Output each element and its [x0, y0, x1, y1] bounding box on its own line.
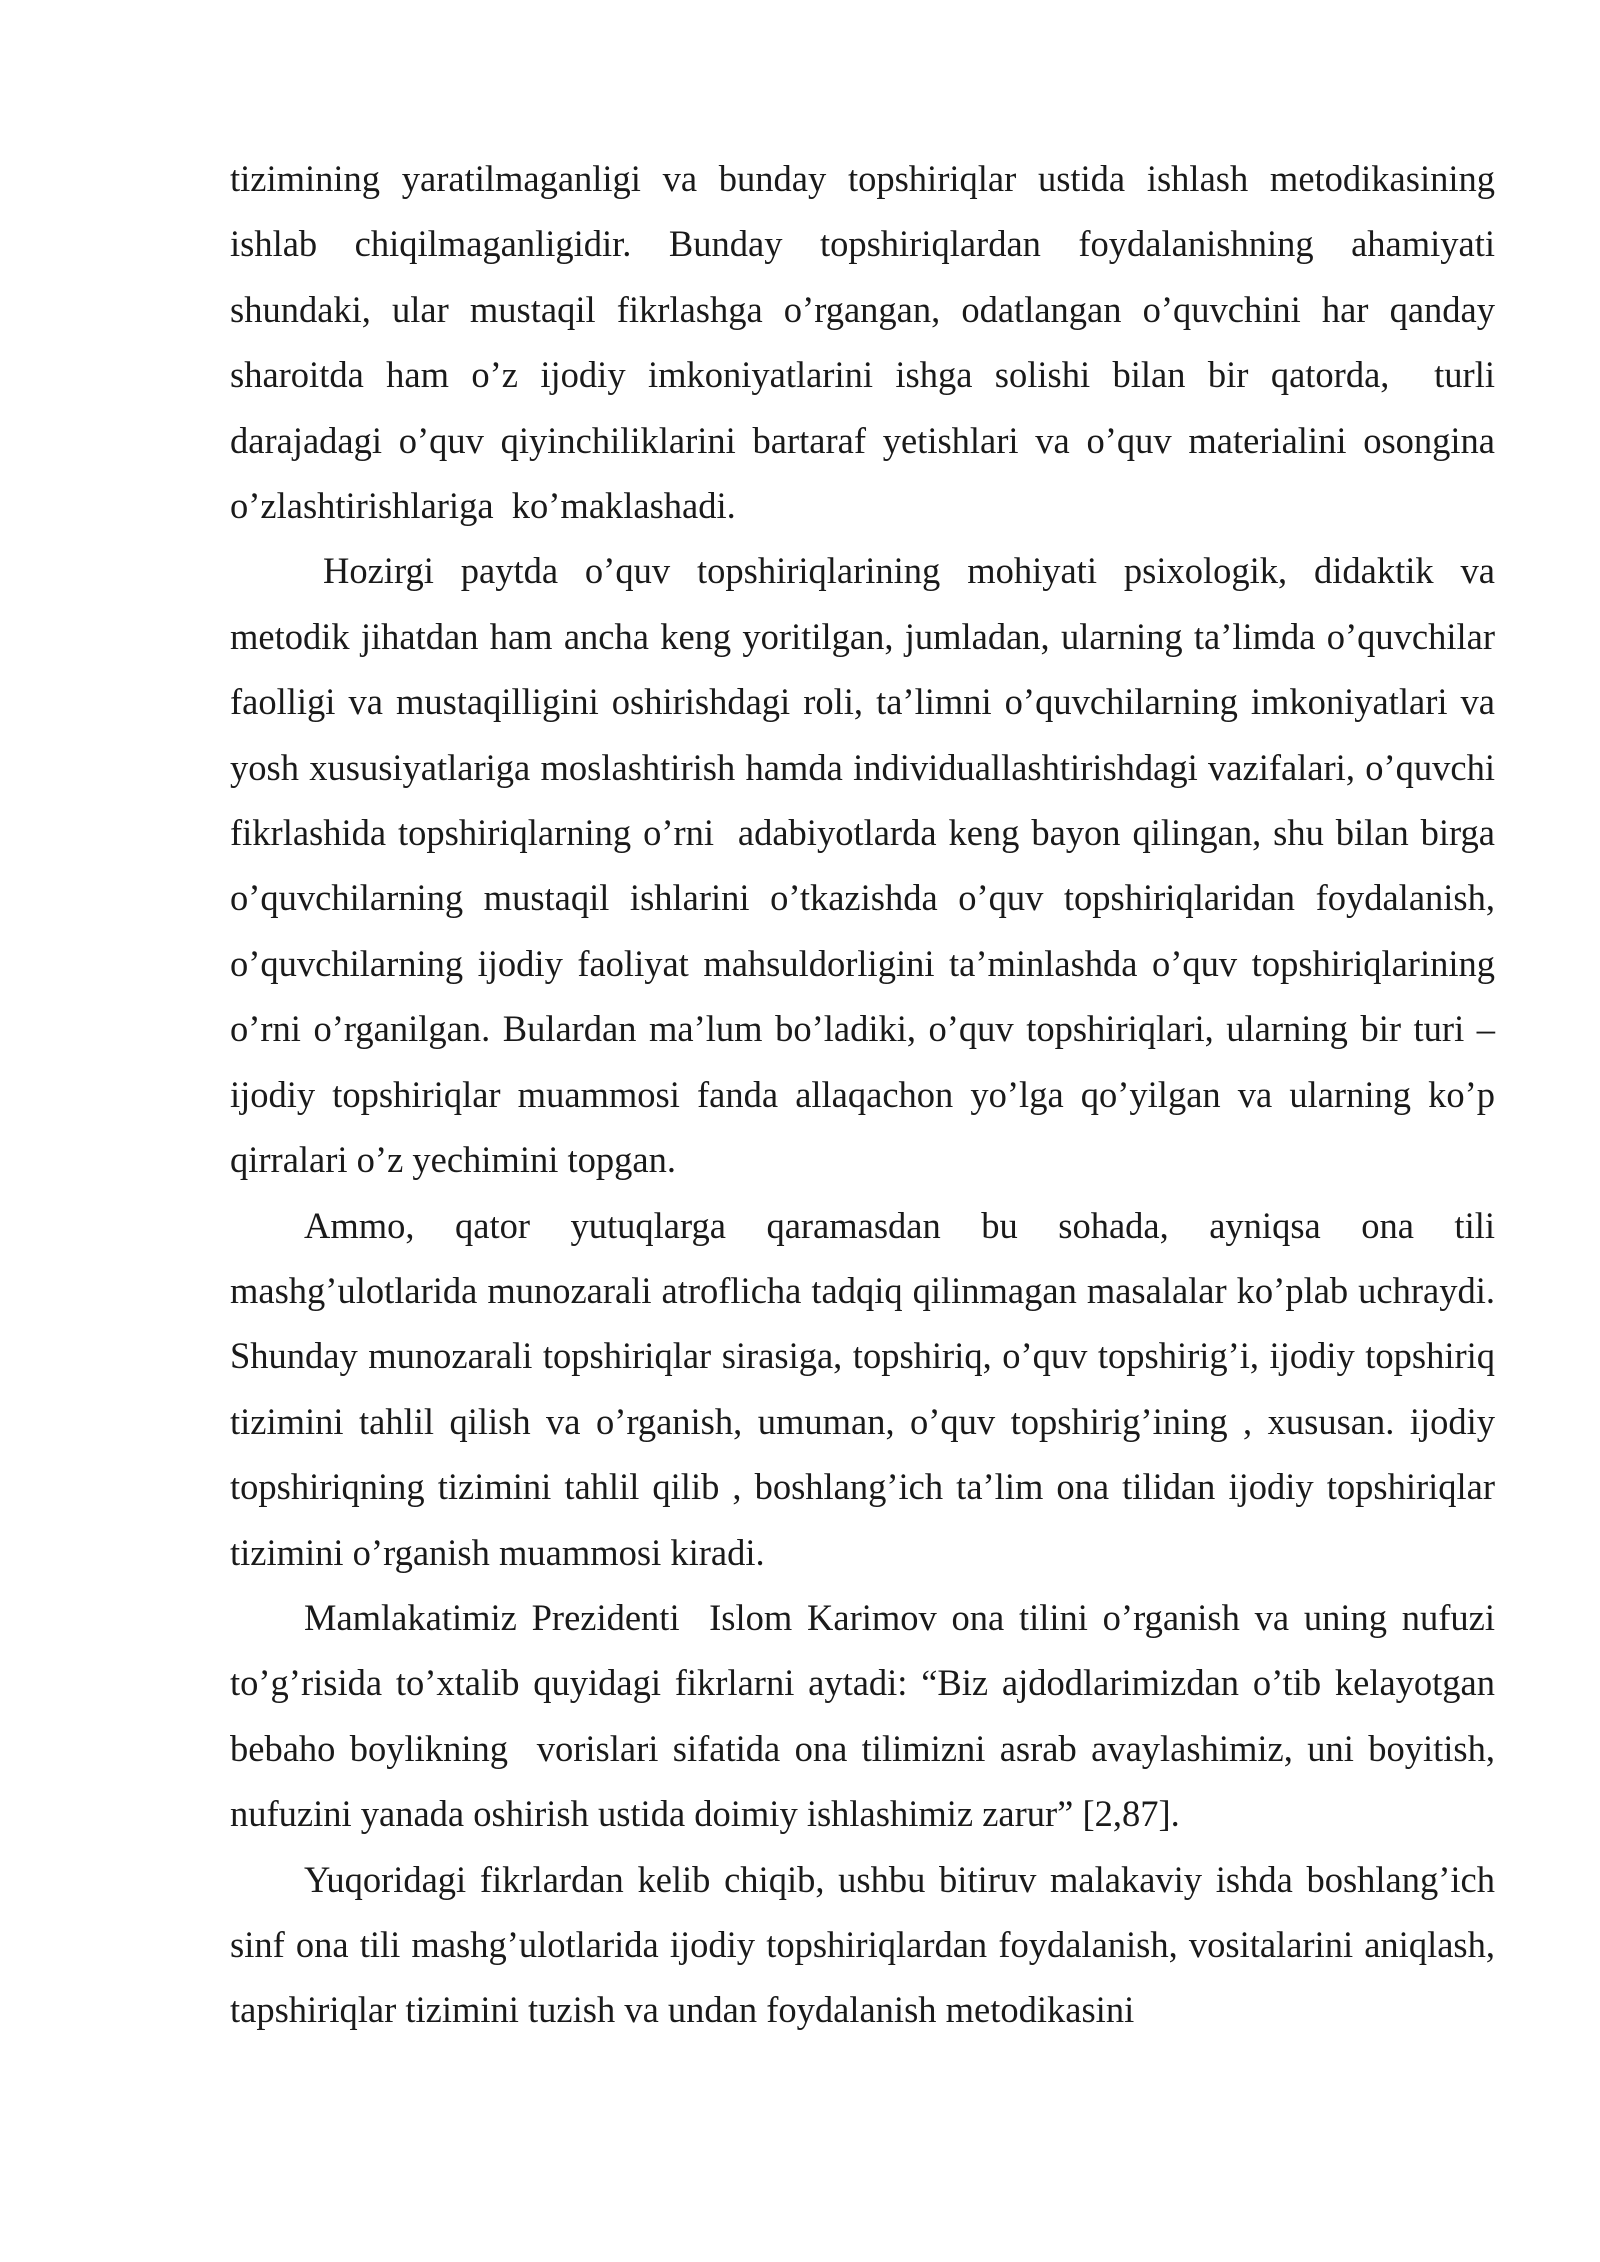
paragraph-munozarali-masalalar: Ammo, qator yutuqlarga qaramasdan bu sohada, ayniqsa ona tili mashg’ulotlarida munozarali atroflicha tadqiq qilinmagan masalalar ko’plab uchraydi. Shunday munozarali topshiriqlar sirasiga, topshiriq, o’quv topshirig’i, ijodiy topshiriq tizimini tahlil qilish va o’rganish, umuman, o’quv topshirig’ining , xususan. ijodiy topshiriqning tizimini tahlil qilib , boshlang’ich ta’lim ona tilidan ijodiy topshiriqlar tizimini o’rganish muammosi kiradi.: [230, 1204, 1505, 1573]
document-page: [230, 146, 1505, 2043]
paragraph-continuation: tizimining yaratilmaganligi va bunday topshiriqlar ustida ishlash metodikasining ishlab chiqilmaganligidir. Bunday topshiriqlardan foydalanishning ahamiyati shundaki, ular mustaqil fikrlashga o’rgangan, odatlangan o’quvchini har qanday sharoitda ham o’z ijodiy imkoniyatlarini ishga solishi bilan bir qatorda, turli darajadagi o’quv qiyinchiliklarini bartaraf yetishlari va o’quv materialini osongina o’zlashtirishlariga ko’maklashadi.: [230, 158, 1505, 527]
paragraph-ish-maqsadi: Yuqoridagi fikrlardan kelib chiqib, ushbu bitiruv malakaviy ishda boshlang’ich sinf ona tili mashg’ulotlarida ijodiy topshiriqlardan foydalanish, vositalarini aniqlash, tapshiriqlar tizimini tuzish va undan foydalanish metodikasini: [230, 1858, 1505, 2031]
paragraph-topshiriqlar-mohiyati: Hozirgi paytda o’quv topshiriqlarining mohiyati psixologik, didaktik va metodik jihatdan ham ancha keng yoritilgan, jumladan, ularning ta’limda o’quvchilar faolligi va mustaqilligini oshirishdagi roli, ta’limni o’quvchilarning imkoniyatlari va yosh xususiyatlariga moslashtirish hamda individuallashtirishdagi vazifalari, o’quvchi fikrlashida topshiriqlarning o’rni adabiyotlarda keng bayon qilingan, shu bilan birga o’quvchilarning mustaqil ishlarini o’tkazishda o’quv topshiriqlaridan foydalanish, o’quvchilarning ijodiy faoliyat mahsuldorligini ta’minlashda o’quv topshiriqlarining o’rni o’rganilgan. Bulardan ma’lum bo’ladiki, o’quv topshiriqlari, ularning bir turi – ijodiy topshiriqlar muammosi fanda allaqachon yo’lga qo’yilgan va ularning ko’p qirralari o’z yechimini topgan.: [230, 550, 1505, 1181]
paragraph-prezident-iqtibos: Mamlakatimiz Prezidenti Islom Karimov ona tilini o’rganish va uning nufuzi to’g’risida to’xtalib quyidagi fikrlarni aytadi: “Biz ajdodlarimizdan o’tib kelayotgan bebaho boylikning vorislari sifatida ona tilimizni asrab avaylashimiz, uni boyitish, nufuzini yanada oshirish ustida doimiy ishlashimiz zarur” [2,87].: [230, 1596, 1505, 1835]
